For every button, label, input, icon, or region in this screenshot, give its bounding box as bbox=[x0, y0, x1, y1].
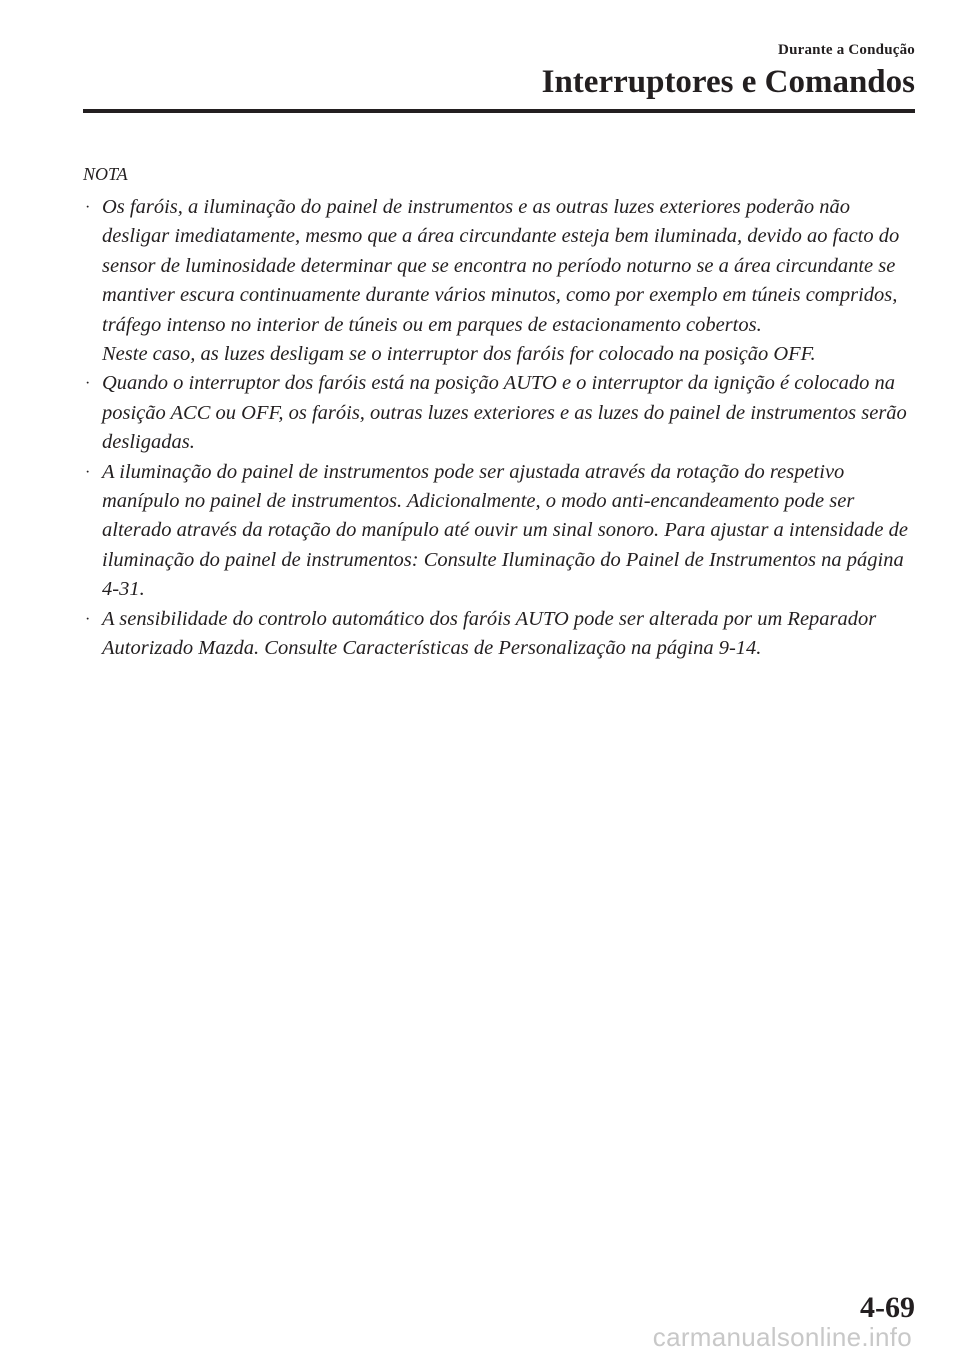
note-list bbox=[83, 193, 918, 664]
section-title: Durante a Condução bbox=[778, 42, 915, 58]
page-header bbox=[542, 40, 915, 102]
note-item-text: Quando o interruptor dos faróis está na posição AUTO e o interruptor da ignição é colocado na posição ACC ou OFF, os faróis, outras luzes exteriores e as luzes do painel de instrumentos serão desligadas. bbox=[102, 372, 907, 454]
note-item-extra: Neste caso, as luzes desligam se o interruptor dos faróis for colocado na posição OFF. bbox=[102, 343, 816, 366]
note-item-text: A iluminação do painel de instrumentos pode ser ajustada através da rotação do respetivo manípulo no painel de instrumentos. Adicionalmente, o modo anti-encandeamento pode ser alterado através da rotação do manípulo até ouvir um sinal sonoro. Para ajustar a intensidade de iluminação do painel de instrumentos: Consulte Iluminação do Painel de Instrumentos na página 4-31. bbox=[102, 460, 908, 601]
note-heading: NOTA bbox=[83, 164, 128, 184]
bullet-icon: · bbox=[85, 610, 91, 628]
note-item-text: Os faróis, a iluminação do painel de instrumentos e as outras luzes exteriores poderão não desligar imediatamente, mesmo que a área circundante esteja bem iluminada, devido ao facto do sensor de luminosidade determinar que se encontra no período noturno se a área circundante se mantiver escura continuamente durante vários minutos, como por exemplo em túneis compridos, tráfego intenso no interior de túneis ou em parques de estacionamento cobertos. bbox=[102, 196, 900, 336]
bullet-icon: · bbox=[85, 199, 91, 216]
page-number: 4-69 bbox=[860, 1291, 915, 1324]
note-block bbox=[83, 162, 918, 664]
bullet-icon: · bbox=[85, 463, 91, 481]
note-item bbox=[83, 369, 918, 457]
note-item bbox=[83, 193, 918, 369]
chapter-title: Interruptores e Comandos bbox=[541, 64, 915, 100]
header-divider bbox=[83, 109, 915, 113]
note-item bbox=[83, 458, 918, 605]
note-item-text: A sensibilidade do controlo automático dos faróis AUTO pode ser alterada por um Reparador Autorizado Mazda. Consulte Características de Personalização na página 9-14. bbox=[102, 607, 877, 660]
bullet-icon: · bbox=[85, 375, 91, 393]
watermark: carmanualsonline.info bbox=[652, 1322, 912, 1352]
note-item bbox=[83, 605, 918, 664]
